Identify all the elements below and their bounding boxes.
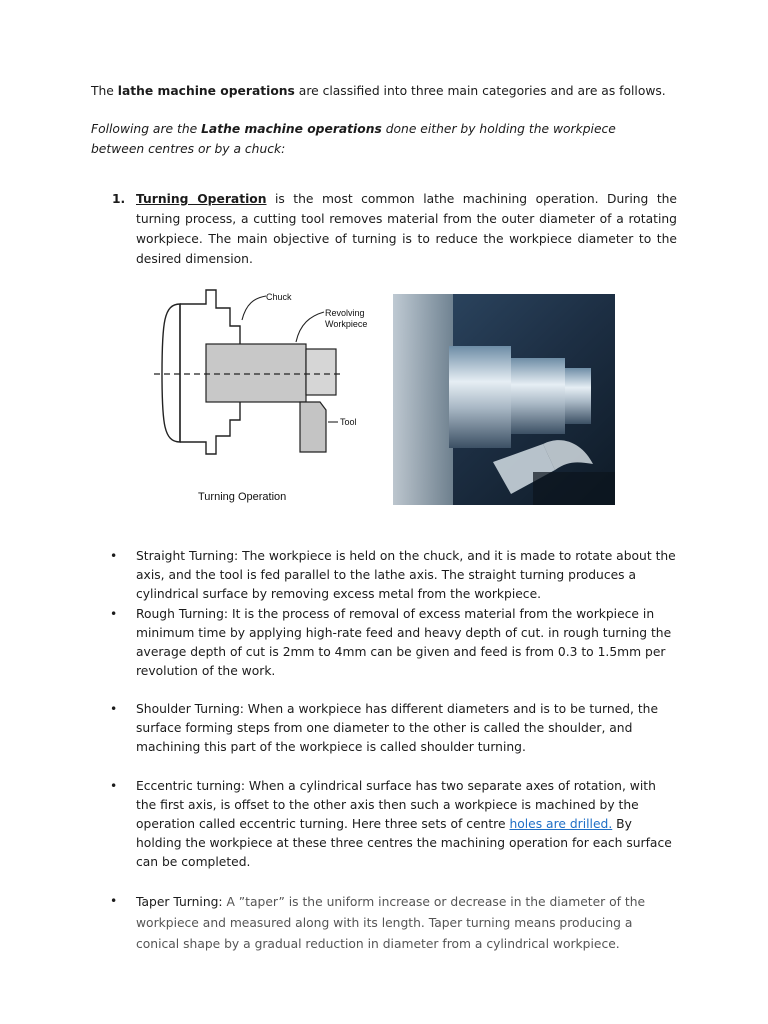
photo-base	[533, 472, 615, 505]
photo-workpiece-mid	[511, 358, 565, 434]
workpiece-label-1: Revolving	[325, 308, 365, 318]
italic-paragraph	[91, 119, 671, 159]
chuck-leader	[242, 296, 266, 320]
chuck-body	[162, 304, 180, 442]
intro-text: The	[91, 84, 118, 98]
turning-paragraph	[136, 189, 677, 269]
taper-label: Taper Turning:	[136, 895, 223, 909]
bullet-dot: •	[110, 549, 118, 563]
bullet-shoulder-turning: Shoulder Turning: When a workpiece has different diameters and is to be turned, the surface forming steps from one diameter to the other is called the shoulder, and machining this part of the workpiece is called shoulder turning.	[136, 702, 659, 754]
intro-bold: lathe machine operations	[117, 84, 295, 98]
list-number: 1.	[112, 192, 126, 206]
bullet-dot: •	[110, 779, 118, 793]
italic-text-end: done either by holding the workpiece between centres or by a chuck:	[91, 122, 616, 156]
bullet-taper-turning	[136, 892, 676, 955]
italic-text: Following are the	[91, 122, 202, 136]
turning-text: is the most common lathe machining operation. During the turning process, a cutting tool removes material from the outer diameter of a rotating workpiece. The main objective of turning is to reduce the workpiece diameter to the desired dimension.	[136, 192, 677, 266]
turning-operation-diagram	[150, 282, 390, 508]
intro-text-end: are classified into three main categories and are as follows.	[294, 84, 666, 98]
turning-photo	[393, 294, 615, 505]
bullet-rough-turning: Rough Turning: It is the process of removal of excess material from the workpiece in minimum time by applying high-rate feed and heavy depth of cut. in rough turning the average depth of cut is 2mm to 4mm can be given and feed is from 0.3 to 1.5mm per revolution of the work.	[136, 607, 672, 678]
turning-title: Turning Operation	[136, 192, 267, 206]
bullet-dot: •	[110, 607, 118, 621]
bullet-straight-turning: Straight Turning: The workpiece is held on the chuck, and it is made to rotate about the axis, and the tool is fed parallel to the lathe axis. The straight turning produces a cylindrical surface by removing excess metal from the workpiece.	[136, 549, 676, 601]
workpiece-large	[206, 344, 306, 402]
photo-workpiece-large	[449, 346, 511, 448]
taper-text: A ”taper” is the uniform increase or decrease in the diameter of the workpiece and measured along with its length. Taper turning means producing a conical shape by a gradual reduction in diameter from a cylindrical workpiece.	[136, 895, 646, 951]
workpiece-leader	[296, 312, 324, 342]
holes-drilled-link[interactable]: holes are drilled.	[509, 817, 613, 831]
workpiece-small	[306, 349, 336, 395]
bullet-eccentric-turning	[136, 777, 676, 872]
bullet-dot: •	[110, 894, 118, 908]
tool-label: Tool	[340, 417, 357, 427]
photo-chuck	[393, 294, 453, 505]
tool-shape	[300, 402, 326, 452]
eccentric-text-end: By holding the workpiece at these three centres the machining operation for each surface can be completed.	[136, 817, 672, 869]
photo-workpiece-end	[565, 368, 591, 424]
italic-bold: Lathe machine operations	[201, 122, 382, 136]
diagram-caption: Turning Operation	[198, 491, 287, 503]
workpiece-label-2: Workpiece	[325, 319, 368, 329]
chuck-label: Chuck	[266, 292, 292, 302]
bullet-dot: •	[110, 702, 118, 716]
eccentric-text: Eccentric turning: When a cylindrical surface has two separate axes of rotation, with the first axis, is offset to the other axis then such a workpiece is machined by the operation called eccentric turning. Here three sets of centre	[136, 779, 656, 831]
intro-paragraph	[91, 81, 691, 101]
